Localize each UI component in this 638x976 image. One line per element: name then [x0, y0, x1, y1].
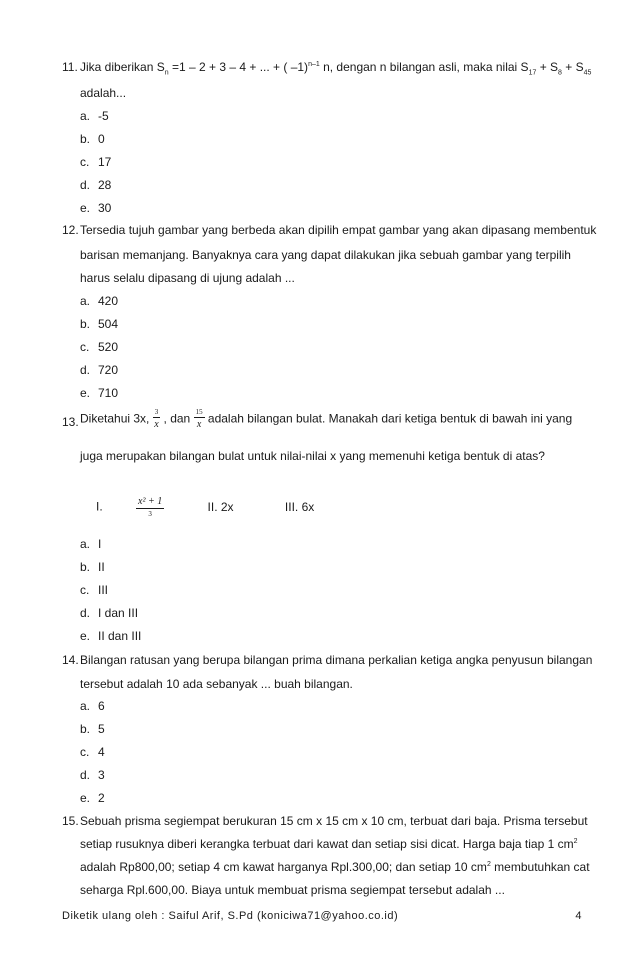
question-number: 11.	[62, 60, 78, 74]
fraction-3-over-x: $\frac{3}{x}$	[154, 408, 159, 430]
question-text-line-3: adalah Rp800,00; setiap 4 cm kawat harganya Rpl.300,00; dan setiap 10 $cm^2$ membutuhkan cat	[80, 860, 590, 874]
question-text-line-2: setiap rusuknya diberi kerangka terbuat dari kawat dan setiap sisi dicat. Harga baja tiap 1 $cm^2$	[80, 837, 578, 851]
question-text-line-2: adalah...	[80, 86, 127, 100]
option-a: a. 6	[80, 699, 105, 713]
question-text: Diketahui 3x, $\frac{3}{x}$ , dan $\frac{15}{x}$ adalah bilangan bulat. Manakah dari ketiga bentuk di bawah ini yang	[80, 408, 573, 430]
option-d: d. 28	[80, 178, 112, 192]
option-c: c. III	[80, 583, 109, 597]
question-text: Jika diberikan $S_n =1 - 2 + 3 - 4$ + ... + ( –1)$^{n-1}$ n, dengan n bilangan asli, maka nilai $S_{17} + S_8 + S_{45}$	[80, 60, 592, 77]
question-text-line-2: barisan memanjang. Banyaknya cara yang dapat dilakukan jika sebuah gambar yang terpilih	[80, 248, 571, 262]
option-b: b. 0	[80, 132, 105, 146]
question-text-line-1: Sebuah prisma segiempat berukuran 15 cm x 15 cm x 10 cm, terbuat dari baja. Prisma tersebut	[80, 814, 588, 828]
statement-2: II. 2x	[207, 499, 234, 514]
option-e: e. 2	[80, 791, 105, 805]
question-text-line-4: seharga Rpl.600,00. Biaya untuk membuat prisma segiempat tersebut adalah ...	[80, 883, 505, 897]
question-text-line-1: Tersedia tujuh gambar yang berbeda akan dipilih empat gambar yang akan dipasang membentuk	[80, 223, 597, 237]
option-b: b. 504	[80, 317, 119, 331]
option-a: a. I	[80, 537, 102, 551]
statement-1-label: I.	[96, 499, 103, 514]
statement-list	[96, 497, 314, 518]
option-a: a. -5	[80, 109, 109, 123]
option-b: b. 5	[80, 722, 105, 736]
question-text-line-3: harus selalu dipasang di ujung adalah ...	[80, 271, 295, 285]
option-c: c. 520	[80, 340, 119, 354]
fraction-x-squared-plus-1-over-3: $\frac{\text{x² + 1}}{3}$	[138, 496, 163, 518]
option-c: c. 4	[80, 745, 105, 759]
option-d: d. 720	[80, 363, 119, 377]
question-text-line-2: juga merupakan bilangan bulat untuk nilai-nilai x yang memenuhi ketiga bentuk di atas?	[80, 449, 545, 463]
fraction-15-over-x: $\frac{15}{x}$	[195, 408, 203, 430]
page-footer	[62, 910, 582, 922]
option-c: c. 17	[80, 155, 112, 169]
option-d: d. 3	[80, 768, 105, 782]
question-number: 13.	[62, 415, 79, 429]
question-text-line-1: Bilangan ratusan yang berupa bilangan prima dimana perkalian ketiga angka penyusun bilangan	[80, 653, 593, 667]
option-e: e. 710	[80, 386, 119, 400]
option-e: e. 30	[80, 201, 112, 215]
page-number: 4	[575, 910, 582, 922]
question-number: 15.	[62, 814, 79, 828]
question-number: 12.	[62, 223, 79, 237]
question-number: 14.	[62, 653, 79, 667]
option-a: a. 420	[80, 294, 119, 308]
option-b: b. II	[80, 560, 105, 574]
footer-credit: Diketik ulang oleh : Saiful Arif, S.Pd (koniciwa71@yahoo.co.id)	[62, 910, 399, 922]
question-text-line-2: tersebut adalah 10 ada sebanyak ... buah bilangan.	[80, 677, 353, 691]
statement-3: III. 6x	[284, 499, 315, 514]
option-e: e. II dan III	[80, 629, 142, 643]
option-d: d. I dan III	[80, 606, 139, 620]
